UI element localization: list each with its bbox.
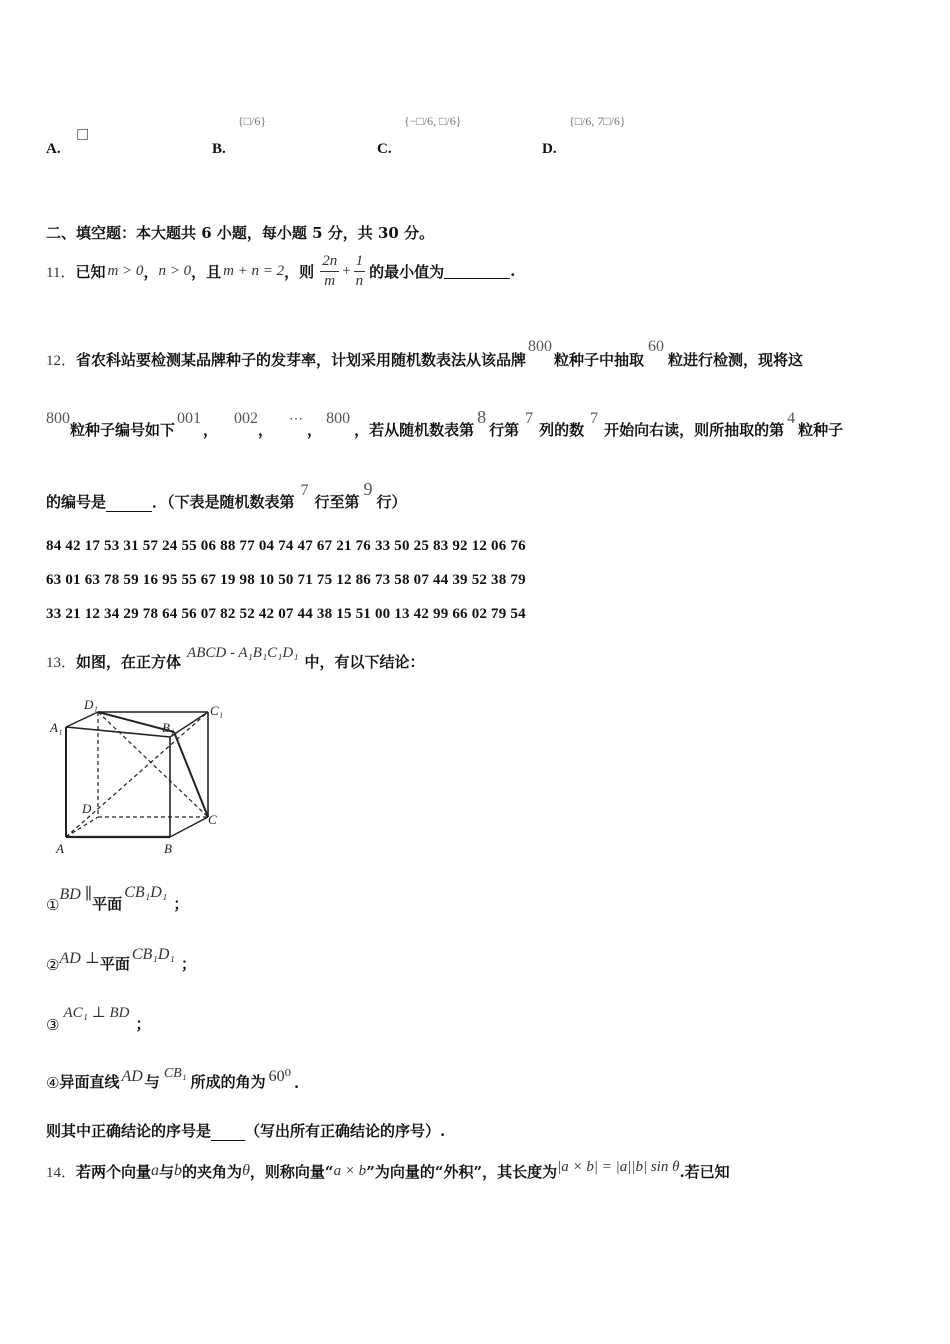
q12-value-001: 001 [177,410,202,427]
q12-row-number: 8 [477,407,487,427]
q12-text: 粒种子编号如下 [70,421,176,439]
q12-start-number: 7 [590,410,599,427]
cube-figure [46,690,236,860]
q11-cond-m: m > 0 [107,262,144,279]
q12-table-start-row: 7 [300,482,309,499]
statement-3-mark: ③ [46,1016,60,1034]
q12-text: 省农科站要检测某品牌种子的发芽率，计划采用随机数表法从该品牌 [76,351,527,369]
statement-1-text: 平面 [92,895,123,913]
q12-text: ．（下表是随机数表第 [152,493,295,511]
statement-1-math: BD ∥ [59,886,93,903]
statement-4-text: 所成的角为 [190,1073,266,1091]
vertex-a-label: A [56,841,64,856]
option-c-label: C. [377,141,392,157]
q12-text: 列的数 [539,421,585,439]
statement-4-angle: 60⁰ [268,1068,292,1085]
q14-length-formula: |a × b| = |a||b| sin θ [557,1158,680,1175]
vertex-a1-label: A₁ [50,720,63,735]
q12-text: 的编号是 [46,493,107,511]
statement-3-end: ； [135,1015,151,1033]
question-13 [46,642,424,672]
question-14 [46,1156,730,1186]
q14-theta: θ [242,1162,250,1179]
q13-text: 中，有以下结论： [304,653,425,671]
statement-1-end: ； [173,895,189,913]
q14-number: 14． [46,1164,77,1181]
q12-comma: ， [258,421,274,439]
q12-table-end-row: 9 [363,479,373,499]
q12-seed-index: 4 [787,410,796,427]
q14-text: 与 [159,1162,175,1181]
option-d-formula: {□/6, 7□/6} [569,114,626,128]
question-12-line-2 [46,404,843,440]
option-a-missing-glyph: □ [76,126,90,142]
vertex-b1-label: B₁ [162,720,175,735]
random-table-row: 63 01 63 78 59 16 95 55 67 19 98 10 50 71 75 12 86 73 58 07 44 39 52 38 79 [46,572,526,588]
q13-ask-text: （写出所有正确结论的序号）. [245,1122,446,1140]
q14-text: 若两个向量 [76,1162,152,1181]
q11-end: . [510,262,516,280]
q11-text: ，且 [191,262,222,281]
vertex-d-label: D [82,801,92,816]
q13-number: 13． [46,655,77,671]
q12-value-800: 800 [46,410,70,427]
q14-vector-b: b [174,1162,183,1179]
option-b-formula: {□/6} [238,114,267,128]
q12-text: 粒种子中抽取 [554,351,645,369]
q12-number: 12． [46,353,77,369]
statement-2-end: ； [180,955,196,973]
q13-ask-text: 则其中正确结论的序号是 [46,1122,212,1140]
option-d-label: D. [542,141,557,157]
statement-1-mark: ① [46,896,60,914]
q11-answer-blank[interactable] [444,264,510,279]
statement-2-mark: ② [46,956,60,974]
q12-answer-blank[interactable] [106,497,152,512]
q11-comma: ， [143,262,159,281]
q12-text: 行） [376,493,407,511]
option-c-formula: {−□/6, □/6} [404,114,462,128]
q11-fraction-2: $\frac{1}{n}$ [355,252,364,289]
option-a-label: A. [46,141,61,157]
q14-cross-product: a × b [333,1162,367,1179]
question-12-line-1 [46,330,803,370]
q12-text: 行第 [489,421,520,439]
q12-value-800: 800 [326,410,351,427]
statement-4-end: . [294,1074,300,1092]
q13-cube-name: ABCD - A₁B₁C₁D₁ [187,645,299,661]
random-table-row: 33 21 12 34 29 78 64 56 07 82 52 42 07 44 38 15 51 00 13 42 99 66 02 79 54 [46,606,526,622]
statement-4-mark: ④ [46,1074,60,1092]
statement-2-plane: CB₁D₁ [131,946,175,963]
statement-1 [46,882,188,914]
q14-text: .若已知 [679,1162,730,1181]
statement-3 [46,1000,150,1034]
q11-cond-n: n > 0 [158,262,192,279]
q11-text: 已知 [75,262,106,281]
q12-text: ，若从随机数表第 [354,421,475,439]
q14-text: ”为向量的“外积”，其长度为 [366,1162,558,1181]
q12-text: 粒进行检测，现将这 [668,351,804,369]
q13-answer-blank[interactable] [211,1126,245,1141]
q12-comma: ， [203,421,219,439]
vertex-c-label: C [208,812,217,827]
q12-value-002: 002 [234,410,259,427]
statement-4-text: 异面直线 [59,1073,120,1091]
q12-column-number: 7 [525,410,534,427]
q12-value-60: 60 [648,338,665,355]
vertex-d1-label: D₁ [84,697,98,712]
statement-4-text: 与 [144,1073,160,1091]
q11-plus: + [342,262,351,279]
q14-text: 的夹角为 [182,1162,243,1181]
q14-vector-a: a [151,1162,160,1179]
statement-4 [46,1060,299,1092]
q12-text: 行至第 [314,493,360,511]
q12-text: 粒种子 [798,421,844,439]
q12-value-800: 800 [528,338,553,355]
question-11 [46,246,515,296]
q11-number: 11． [46,264,76,281]
q12-text: 开始向右读，则所抽取的第 [604,421,785,439]
q12-comma: ， [307,421,323,439]
statement-4-line-ad: AD [121,1068,143,1085]
statement-3-math: AC₁ ⊥ BD [63,1005,130,1021]
q11-sum: m + n = 2 [223,262,285,279]
statement-4-line-cb1: CB₁ [163,1066,187,1081]
q11-text: ，则 [284,262,315,281]
option-b-label: B. [212,141,226,157]
statement-2-math: AD ⊥ [59,950,100,967]
vertex-c1-label: C₁ [210,703,224,718]
random-table-row: 84 42 17 53 31 57 24 55 06 88 77 04 74 47 67 21 76 33 50 25 83 92 12 06 76 [46,538,526,554]
q14-text: ，则称向量“ [249,1162,334,1181]
question-12-line-3 [46,478,407,512]
vertex-b-label: B [164,841,172,856]
section-heading: 二、填空题：本大题共 6 小题，每小题 5 分，共 30 分。 [46,224,435,242]
statement-1-plane: CB₁D₁ [124,884,168,901]
statement-2-text: 平面 [99,955,130,973]
q12-ellipsis: ⋯ [289,412,304,427]
q13-answer-prompt [46,1120,445,1141]
q11-text: 的最小值为 [369,262,445,281]
q13-text: 如图，在正方体 [76,653,182,671]
q11-fraction-1: $\frac{2n}{m}$ [322,252,338,289]
statement-2 [46,942,196,974]
